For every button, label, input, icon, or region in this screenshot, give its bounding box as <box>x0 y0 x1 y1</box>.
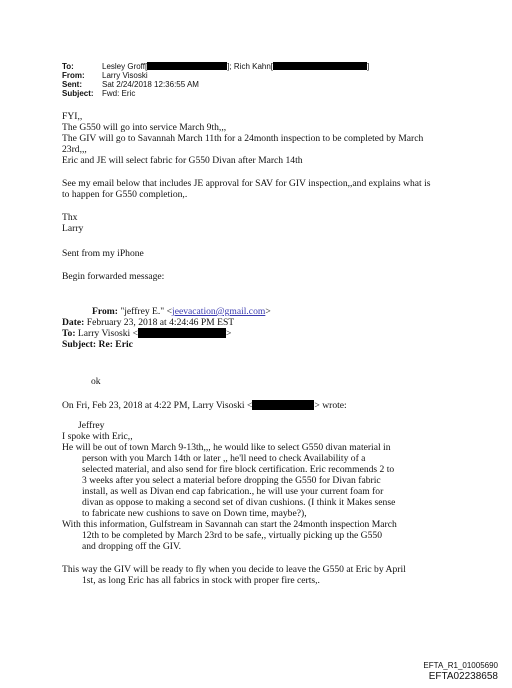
message-line: Eric and JE will select fabric for G550 Divan after March 14th <box>62 155 303 166</box>
quoted-line: install, as well as Divan end cap fabrication., he will use your current foam for <box>82 486 384 497</box>
message-line: See my email below that includes JE approval for SAV for GIV inspection,,and explains what is <box>62 178 431 189</box>
quoted-line: selected material, and also send for fire block certification. Eric recommends 2 to <box>82 464 395 475</box>
quoted-line: person with you March 14th or later ,, he'll need to check Availability of a <box>82 453 366 464</box>
fwd-date-value: February 23, 2018 at 4:24:46 PM EST <box>86 317 235 328</box>
fwd-to-line <box>62 328 231 339</box>
to-separator: ]; Rich Kahn[ <box>227 62 274 71</box>
subject-value: Fwd: Eric <box>102 89 136 98</box>
from-value: Larry Visoski <box>102 71 148 80</box>
quoted-line: and dropping off the GIV. <box>82 541 182 552</box>
to-value <box>102 62 369 71</box>
reply-text: ok <box>91 376 101 387</box>
fwd-to-value: Larry Visoski < <box>77 328 139 339</box>
sent-value: Sat 2/24/2018 12:36:55 AM <box>102 80 199 89</box>
message-line: 23rd,,, <box>62 144 87 155</box>
to-end: ] <box>367 62 370 71</box>
signoff-line: Thx <box>62 212 78 223</box>
fwd-from-line <box>92 306 271 317</box>
redaction-box <box>147 62 227 70</box>
quote-intro-line <box>62 400 347 411</box>
fwd-subject-value: Re: Eric <box>98 339 133 350</box>
quote-intro: On Fri, Feb 23, 2018 at 4:22 PM, Larry Visoski < <box>62 400 253 411</box>
redaction-box <box>252 400 314 410</box>
signature-name: Larry <box>62 223 84 234</box>
redaction-box <box>138 328 226 338</box>
email-header <box>0 62 512 102</box>
fwd-date-line <box>62 317 234 328</box>
fwd-from-end: > <box>265 306 271 317</box>
message-line: The GIV will go to Savannah March 11th for a 24month inspection to be completed by March <box>62 133 424 144</box>
fwd-subject-label: Subject: <box>62 339 97 350</box>
quoted-line: 12th to be completed by March 23rd to be safe,, virtually picking up the G550 <box>82 530 383 541</box>
quoted-line: With this information, Gulfstream in Savannah can start the 24month inspection March <box>62 519 397 530</box>
message-line: to happen for G550 completion,. <box>62 189 188 200</box>
redaction-box <box>273 62 370 71</box>
quoted-line: 1st, as long Eric has all fabrics in stock with proper fire certs,. <box>82 575 320 586</box>
from-label: From: <box>62 71 85 80</box>
fwd-to-end: > <box>226 328 232 339</box>
quoted-line: divan as oppose to making a second set of divan cushions. (I think it Makes sense <box>82 497 396 508</box>
message-line: The G550 will go into service March 9th,,, <box>62 122 227 133</box>
document-id-small: EFTA_R1_01005690 <box>423 661 498 670</box>
forward-intro: Begin forwarded message: <box>62 271 165 282</box>
fwd-from-email-link[interactable]: jeevacation@gmail.com <box>172 306 266 317</box>
quoted-line: 3 weeks after you select a material before dropping the G550 for Divan fabric <box>82 475 381 486</box>
fwd-subject-line <box>62 339 133 350</box>
quote-wrote: > wrote: <box>314 400 347 411</box>
fwd-from-name: "jeffrey E." < <box>120 306 173 317</box>
document-id-large: EFTA02238658 <box>428 671 498 682</box>
to-label: To: <box>62 62 74 71</box>
sent-from-line: Sent from my iPhone <box>62 248 144 259</box>
fwd-to-label: To: <box>62 328 76 339</box>
quoted-line: He will be out of town March 9-13th,,, he would like to select G550 divan material in <box>62 442 391 453</box>
subject-label: Subject: <box>62 89 94 98</box>
quoted-line: This way the GIV will be ready to fly when you decide to leave the G550 at Eric by April <box>62 564 406 575</box>
quoted-line: to fabricate new cushions to save on Down time, maybe?), <box>82 508 307 519</box>
quoted-line: I spoke with Eric,, <box>62 431 133 442</box>
to-recipient-1: Lesley Groff[ <box>102 62 148 71</box>
sent-label: Sent: <box>62 80 82 89</box>
quoted-line: Jeffrey <box>78 420 105 431</box>
message-line: FYI,, <box>62 111 83 122</box>
fwd-from-label: From: <box>92 306 118 317</box>
fwd-date-label: Date: <box>62 317 85 328</box>
